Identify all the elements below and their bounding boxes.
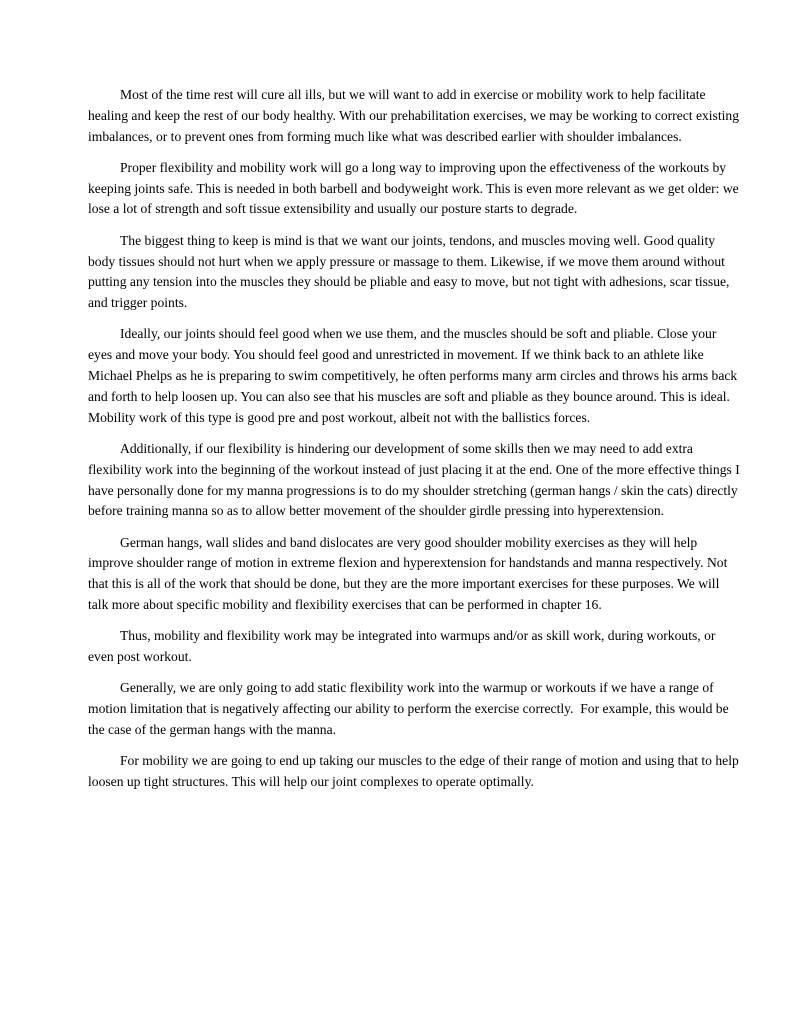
text-content [88, 85, 744, 793]
paragraph-generally-static: Generally, we are only going to add static flexibility work into the warmup or workouts if we have a range of motion limitation that is negatively affecting our ability to perform the exercise correctly. For example, this would be the case of the german hangs with the manna. [88, 680, 733, 738]
paragraph-rest-and-mobility: Most of the time rest will cure all ills, but we will want to add in exercise or mobility work to help facilitate healing and keep the rest of our body healthy. With our prehabilitation exercises, we may be working to correct existing imbalances, or to prevent ones from forming much like what was described earlier with shoulder imbalances. [88, 87, 743, 144]
paragraph-biggest-thing: The biggest thing to keep is mind is that we want our joints, tendons, and muscles moving well. Good quality body tissues should not hurt when we apply pressure or massage to them. Likewise, if we move them around without putting any tension into the muscles they should be pliable and easy to move, but not tight with adhesions, scar tissue, and trigger points. [88, 232, 733, 311]
paragraph-ideally-joints: Ideally, our joints should feel good when we use them, and the muscles should be soft and pliable. Close your eyes and move your body. You should feel good and unrestricted in movement. If we think back to an athlete like Michael Phelps as he is preparing to swim competitively, he often performs many arm circles and throws his arms back and forth to help loosen up. You can also see that his muscles are soft and pliable as they bounce around. This is ideal. Mobility work of this type is good pre and post workout, albeit not with the ballistics forces. [88, 326, 741, 425]
paragraph-german-hangs: German hangs, wall slides and band dislocates are very good shoulder mobility exercises as they will help improve shoulder range of motion in extreme flexion and hyperextension for handstands and manna respectively. Not that this is all of the work that should be done, but they are the more important exercises for these purposes. We will talk more about specific mobility and flexibility exercises that can be performed in chapter 16. [88, 534, 731, 613]
paragraph-proper-flexibility: Proper flexibility and mobility work will go a long way to improving upon the effectiveness of the workouts by keeping joints safe. This is needed in both barbell and bodyweight work. This is even more relevant as we get older: we lose a lot of strength and soft tissue extensibility and usually our posture starts to degrade. [88, 159, 743, 217]
paragraph-for-mobility: For mobility we are going to end up taking our muscles to the edge of their range of motion and using that to help loosen up tight structures. This will help our joint complexes to operate optimally. [88, 753, 743, 790]
paragraph-thus-integration: Thus, mobility and flexibility work may be integrated into warmups and/or as skill work, during workouts, or even post workout. [88, 628, 719, 665]
paragraph-additionally-flexibility: Additionally, if our flexibility is hindering our development of some skills then we may need to add extra flexibility work into the beginning of the workout instead of just placing it at the end. One of the more effective things I have personally done for my manna progressions is to do my shoulder stretching (german hangs / skin the cats) directly before training manna so as to allow better movement of the shoulder girdle pressing into hyperextension. [88, 440, 744, 519]
